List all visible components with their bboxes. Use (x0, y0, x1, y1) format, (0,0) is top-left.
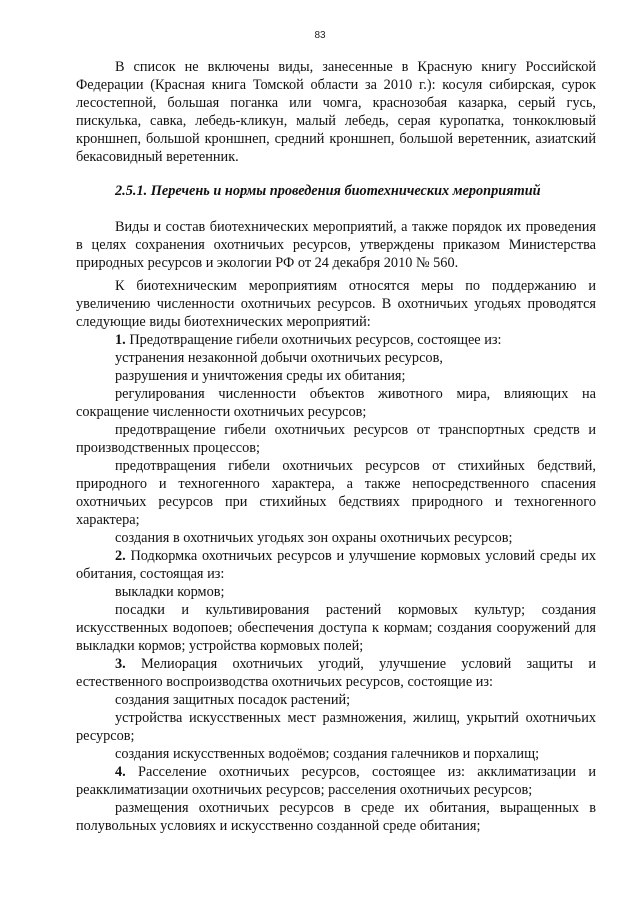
paragraph-order: Виды и состав биотехнических мероприятий, а также порядок их проведения в целях сохранения охотничьих ресурсов, утверждены приказом Министерства природных ресурсов и экологии РФ от 24 декабря 2010 № 560. (76, 219, 596, 271)
page-number: 83 (314, 30, 326, 41)
sub-item: устранения незаконной добычи охотничьих ресурсов, (115, 350, 443, 366)
sub-item: выкладки кормов; (115, 584, 225, 600)
sub-item: посадки и культивирования растений кормовых культур; создания искусственных водопоев; обеспечения доступа к кормам; создания сооружений для выкладки кормов; устройства кормовых полей; (76, 602, 596, 654)
paragraph-measures: К биотехническим мероприятиям относятся меры по поддержанию и увеличению численности охотничьих ресурсов. В охотничьих угодьях проводятся следующие виды биотехнических мероприятий: (76, 278, 596, 330)
list-number: 3. (115, 656, 126, 672)
sub-item: создания в охотничьих угодьях зон охраны охотничьих ресурсов; (115, 530, 513, 546)
section-heading: 2.5.1. Перечень и нормы проведения биотехнических мероприятий (115, 183, 541, 199)
document-body (76, 58, 596, 835)
list-item-text: Расселение охотничьих ресурсов, состоящее из: акклиматизации и реакклиматизации охотничьих ресурсов; расселения охотничьих ресурсов; (76, 764, 596, 798)
sub-item: устройства искусственных мест размножения, жилищ, укрытий охотничьих ресурсов; (76, 710, 596, 744)
sub-item: регулирования численности объектов животного мира, влияющих на сокращение численности охотничьих ресурсов; (76, 386, 596, 420)
list-item-text: Предотвращение гибели охотничьих ресурсов, состоящее из: (129, 332, 502, 348)
sub-item: создания искусственных водоёмов; создания галечников и порхалищ; (115, 746, 540, 762)
list-number: 2. (115, 548, 126, 564)
list-number: 4. (115, 764, 126, 780)
sub-item: создания защитных посадок растений; (115, 692, 351, 708)
list-number: 1. (115, 332, 126, 348)
list-item-4 (76, 763, 596, 799)
list-item-text: Подкормка охотничьих ресурсов и улучшение кормовых условий среды их обитания, состоящая из: (76, 548, 596, 582)
list-item-3 (76, 655, 596, 691)
list-item-1 (76, 331, 596, 349)
list-item-2 (76, 547, 596, 583)
sub-item: разрушения и уничтожения среды их обитания; (115, 368, 406, 384)
intro-paragraph: В список не включены виды, занесенные в Красную книгу Российской Федерации (Красная книга Томской области за 2010 г.): косуля сибирская, сурок лесостепной, большая поганка или чомга, краснозобая казарка, серый гусь, пискулька, савка, лебедь-кликун, малый лебедь, серая куропатка, тонкоклювый кроншнеп, большой кроншнеп, средний кроншнеп, большой веретенник, азиатский бекасовидный веретенник. (76, 59, 596, 165)
sub-item: предотвращение гибели охотничьих ресурсов от транспортных средств и производственных процессов; (76, 422, 596, 456)
sub-item: размещения охотничьих ресурсов в среде их обитания, выращенных в полувольных условиях и искусственно созданной среде обитания; (76, 800, 596, 834)
list-item-text: Мелиорация охотничьих угодий, улучшение условий защиты и естественного воспроизводства охотничьих ресурсов, состоящие из: (76, 656, 596, 690)
sub-item: предотвращения гибели охотничьих ресурсов от стихийных бедствий, природного и техногенного характера, а также непосредственного спасения охотничьих ресурсов при стихийных бедствиях природного и техногенного характера; (76, 458, 596, 528)
